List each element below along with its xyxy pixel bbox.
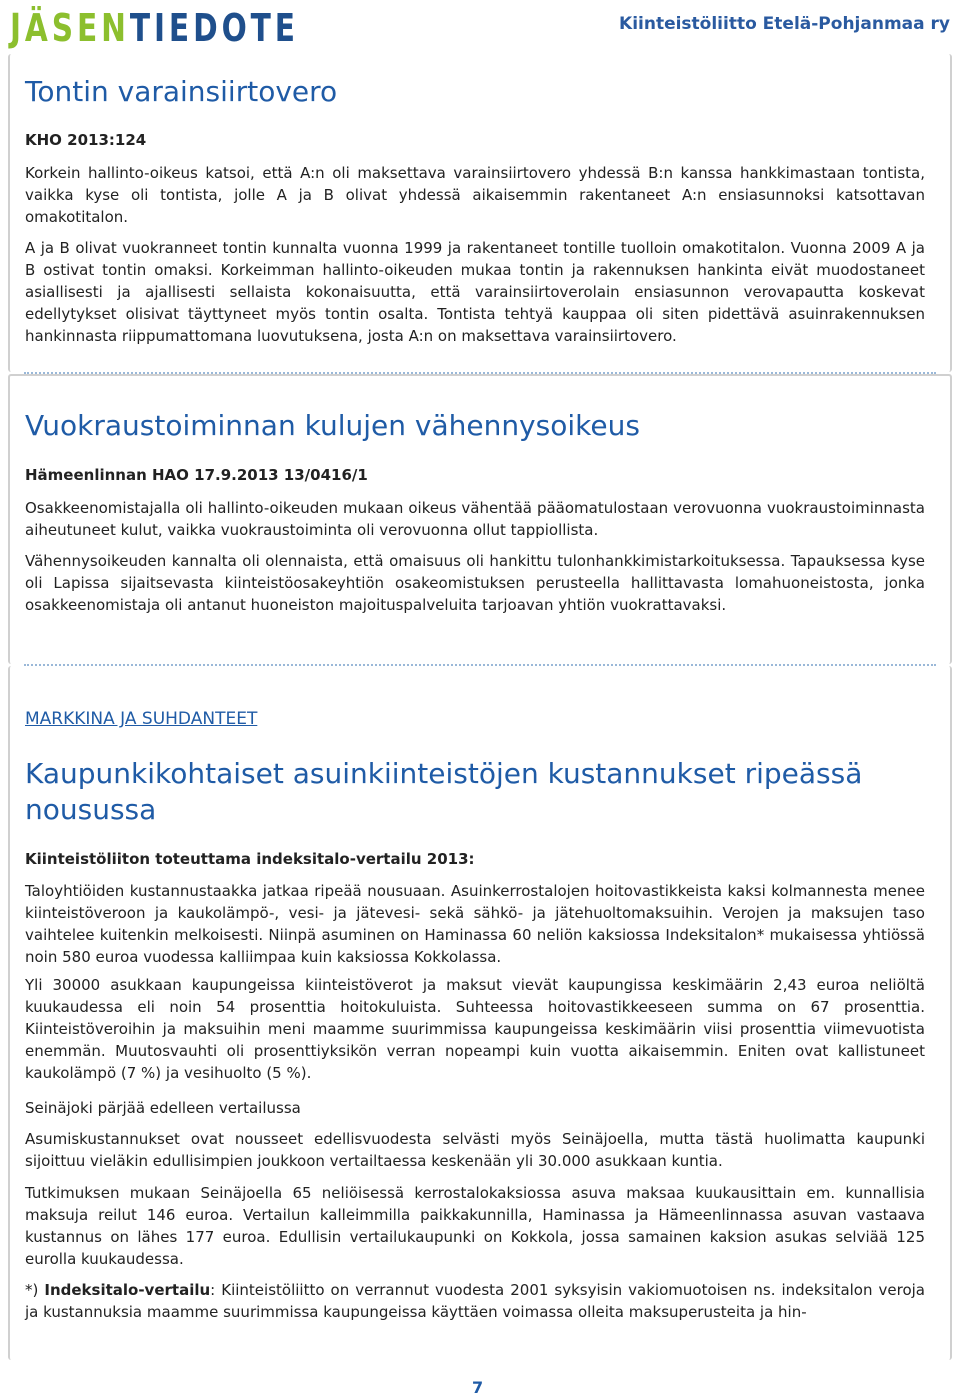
article-paragraph: A ja B olivat vuokranneet tontin kunnalta vuonna 1999 ja rakentaneet tontille tuolloin omakotitalon. Vuonna 2009 A ja B ostivat tontin omaksi. Korkeimman hallinto-oikeuden mukaa tontin ja rakennuksen hankinta eivät muodostaneet asiallisesti ja ajallisesti sellaista kokonaisuutta, että varainsiirtoverolain ensiasunnon verovapautta koskevat edellytykset olisivat täyttyneet myös tontin osalta. Tontista tehtyä kauppaa oli siten pidettävä asuinrakennuksen hankinnasta riippumattomana luovutuksena, josta A:n on maksettava varainsiirtovero. [25, 239, 925, 345]
article-paragraph: Vähennysoikeuden kannalta oli olennaista, että omaisuus oli hankittu tulonhankkimistarkoituksessa. Tapauksessa kyse oli Lapissa sijaitsevasta kiinteistöosakeyhtiön osakeomistuksen perusteella hallittavasta lomahuoneistosta, jonka osakkeenomistaja oli antanut huoneiston majoituspalveluita tarjoavan yhtiön vuokrattavaksi. [25, 552, 925, 614]
article-subheading: Kiinteistöliiton toteuttama indeksitalo-vertailu 2013: [25, 850, 475, 868]
footnote-mark: *) [25, 1281, 45, 1299]
article-paragraph: Yli 30000 asukkaan kaupungeissa kiinteistöverot ja maksut vievät kaupungissa keskimäärin 2,43 euroa neliöltä kuukaudessa eli noin 54 prosenttia hoitokuluista. Suhteessa hoitovastikkeeseen summa on 67 prosenttia. Kiinteistöveroihin ja maksuihin meni maamme suurimmissa kaupungeissa keskimäärin viisi prosenttia viimevuotista enemmän. Muutosvauhti oli prosenttiyksikön verran nopeampi kuin vuotta aikaisemmin. Eniten ovat kallistuneet kaukolämpö (7 %) ja vesihuolto (5 %). [25, 976, 925, 1082]
organization-name: Kiinteistöliitto Etelä-Pohjanmaa ry [619, 14, 950, 34]
article-paragraph: Tutkimuksen mukaan Seinäjoella 65 neliöisessä kerrostalokaksiossa asuva maksaa kuukausittain em. kunnallisia maksuja reilut 146 euroa. Vertailun kalleimmilla paikkakunnilla, Haminassa ja Hämeenlinnassa asuvan vastaava kustannus on lähes 177 euroa. Edullisin vertailukaupunki on Kokkola, jossa samainen kaksion asukas selviää 125 eurolla kuukaudessa. [25, 1184, 925, 1268]
article-paragraph: Taloyhtiöiden kustannustaakka jatkaa ripeää nousuaan. Asuinkerrostalojen hoitovastikkeista kaksi kolmannesta menee kiinteistöveroon ja kaukolämpö-, vesi- ja jätevesi- sekä sähkö- ja jätehuoltomaksuihin. Verojen ja maksujen taso vaihtelee kuitenkin melkoisesti. Niinpä asuminen on Haminassa 60 neliön kaksiossa Indeksitalon* mukaisessa yhtiössä noin 580 euroa vuodessa kalliimpaa kuin kaksiossa Kokkolassa. [25, 882, 925, 966]
article-title: Vuokraustoiminnan kulujen vähennysoikeus [25, 409, 640, 442]
article-paragraph: Asumiskustannukset ovat nousseet edellisvuodesta selvästi myös Seinäjoella, mutta tästä huolimatta kaupunki sijoittuu vieläkin edullisimpien joukkoon vertailtaessa keskenään yli 30.000 asukkaan kuntia. [25, 1130, 925, 1170]
paragraph-subheading: Seinäjoki pärjää edelleen vertailussa [25, 1099, 301, 1117]
article-paragraph: Osakkeenomistajalla oli hallinto-oikeuden mukaan oikeus vähentää pääomatulostaan verovuonna vuokraustoiminnasta aiheutuneet kulut, vaikka vuokraustoiminta oli verovuonna ollut tappiollista. [25, 499, 925, 539]
footnote-text: : Kiinteistöliitto on verrannut vuodesta 2001 syksyisin vakiomuotoisen ns. indeksitalon veroja ja kustannuksia maamme suurimmissa kaupungeissa käyttäen voimassa olleita maksuperusteita ja hin- [25, 1281, 925, 1321]
footnote-term: Indeksitalo-vertailu [44, 1281, 211, 1299]
case-reference: KHO 2013:124 [25, 131, 147, 149]
section-divider [24, 664, 936, 666]
section-label: MARKKINA JA SUHDANTEET [25, 709, 258, 729]
article-title: Kaupunkikohtaiset asuinkiinteistöjen kustannukset ripeässä nousussa [25, 757, 863, 826]
masthead [0, 0, 960, 54]
article-title: Tontin varainsiirtovero [25, 75, 338, 108]
page-number: 7 [472, 1378, 484, 1397]
logo-word-tiedote: TIEDOTE [129, 6, 299, 50]
logo-word-jasen: JÄSEN [10, 6, 130, 50]
article-paragraph: Korkein hallinto-oikeus katsoi, että A:n oli maksettava varainsiirtovero yhdessä B:n kanssa hankkimastaan tontista, vaikka kyse oli tontista, jolle A ja B olivat yhdessä aikaisemmin rakentaneet A:n ensiasunnoksi katsottavan omakotitalon. [25, 164, 925, 226]
jasentiedote-logo [10, 6, 299, 50]
section-divider [24, 372, 936, 374]
footnote [25, 1279, 925, 1323]
case-reference: Hämeenlinnan HAO 17.9.2013 13/0416/1 [25, 466, 368, 484]
